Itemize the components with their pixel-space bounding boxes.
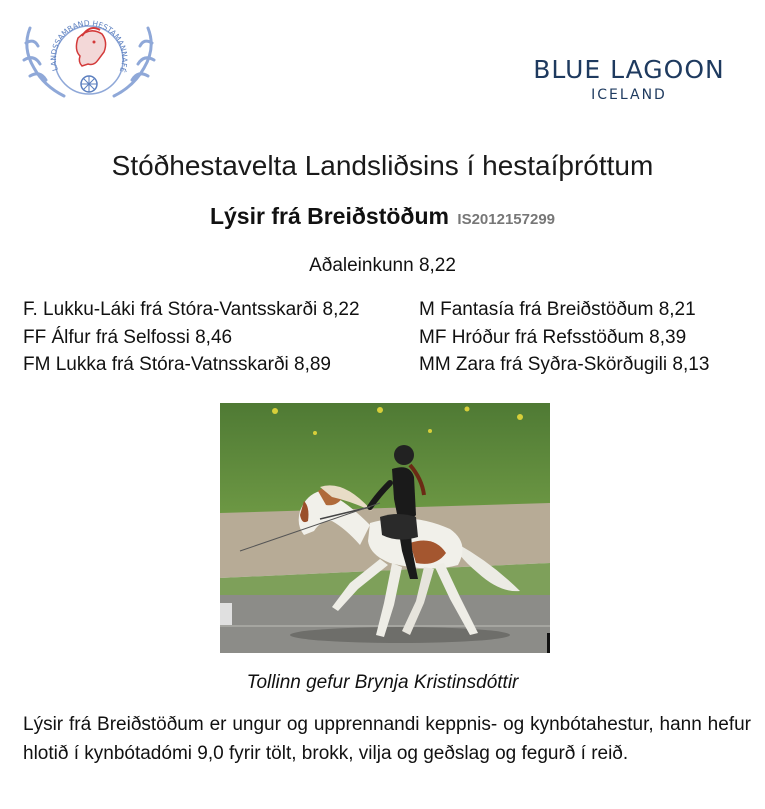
main-score: Aðaleinkunn 8,22 — [309, 255, 456, 276]
logo-ring-text: LANDSSAMBAND HESTAMANNAFÉ — [48, 18, 130, 74]
page-title: Stóðhestavelta Landsliðsins í hestaíþróttum — [111, 150, 654, 181]
pedigree-entry: FF Álfur frá Selfossi 8,46 — [23, 326, 233, 348]
pedigree-entry: MF Hróður frá Refsstöðum 8,39 — [419, 326, 687, 348]
brand-name: BLUE LAGOON — [533, 55, 725, 84]
blue-lagoon-logo — [529, 55, 729, 103]
horse-rider-illustration — [220, 403, 550, 653]
horse-photo — [220, 403, 550, 653]
brand-subtitle: ICELAND — [591, 87, 667, 103]
photo-caption: Tollinn gefur Brynja Kristinsdóttir — [246, 672, 519, 693]
lh-logo — [20, 8, 158, 112]
lh-emblem-icon — [20, 8, 158, 112]
pedigree-entry: FM Lukka frá Stóra-Vatnsskarði 8,89 — [23, 354, 331, 375]
horse-name: Lýsir frá Breiðstöðum — [209, 203, 449, 229]
horse-id: IS2012157299 — [457, 211, 556, 228]
pedigree-sire-side — [23, 296, 360, 379]
horse-description: Lýsir frá Breiðstöðum er ungur og upprennandi keppnis- og kynbótahestur, hann hefur hlotið í kynbótadómi 9,0 fyrir tölt, brokk, vilja og geðslag og fegurð í reið. — [23, 714, 751, 764]
pedigree-entry: M Fantasía frá Breiðstöðum 8,21 — [419, 299, 696, 320]
pedigree-dam-side — [419, 296, 709, 379]
pedigree-entry: F. Lukku-Láki frá Stóra-Vantsskarði 8,22 — [23, 299, 360, 320]
pedigree-entry: MM Zara frá Syðra-Skörðugili 8,13 — [419, 354, 710, 375]
svg-text:LANDSSAMBAND HESTAMANNAFÉLAGA — [20, 8, 129, 74]
horse-heading — [0, 203, 765, 230]
